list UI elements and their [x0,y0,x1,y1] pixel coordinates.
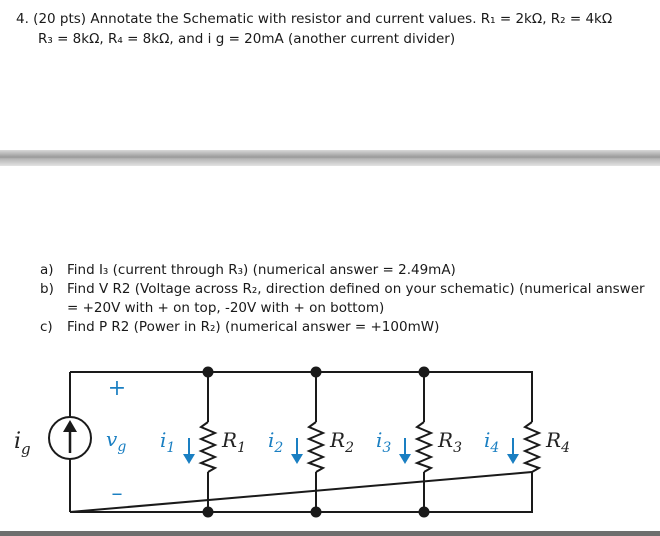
arrow-down-icon [507,454,519,464]
resistor-r1-zigzag [201,422,215,472]
current-label-main: i [160,428,167,452]
problem-line-1: 4. (20 pts) Annotate the Schematic with resistor and current values. R₁ = 2kΩ, R₂ = 4kΩ [16,11,613,27]
current-label-i3 [376,428,391,456]
question-label: b) [40,281,54,297]
arrow-down-icon [291,454,303,464]
outer-loop-wire [70,372,532,512]
current-label-main: i [268,428,275,452]
resistor-label-subscript: 2 [345,440,354,456]
question-b [40,280,645,318]
circuit-schematic [0,352,660,530]
current-label-main: i [376,428,383,452]
junction-dot [311,367,322,378]
junction-dot [419,507,430,518]
current-label-main: i [484,428,491,452]
section-divider [0,150,660,166]
resistor-label-r4 [545,428,570,456]
question-a [40,261,640,280]
source-label-main: i [14,429,22,454]
current-label-subscript: 3 [382,440,392,456]
current-label-subscript: 1 [166,440,176,456]
voltage-label [106,427,126,455]
junction-dot [203,507,214,518]
current-label-subscript: 4 [490,440,500,456]
current-source [49,417,91,459]
resistor-label-subscript: 1 [237,440,246,456]
question-list [40,261,645,337]
question-label: c) [40,319,53,335]
junction-dot [203,367,214,378]
source-label [14,429,31,458]
resistor-label-r2 [329,428,354,456]
arrow-down-icon [399,454,411,464]
question-continuation: = +20V with + on top, -20V with + on bottom) [67,300,385,316]
arrow-down-icon [183,454,195,464]
current-label-i2 [268,428,283,456]
question-text: Find I₃ (current through R₃) (numerical answer = 2.49mA) [67,262,456,278]
bottom-border [0,531,660,536]
resistor-label-r1 [221,428,246,456]
problem-line-2: R₃ = 8kΩ, R₄ = 8kΩ, and i g = 20mA (another current divider) [38,31,456,47]
junction-dot [311,507,322,518]
resistor-r4-zigzag [525,422,539,472]
current-label-subscript: 2 [274,440,284,456]
circuit-labels [14,376,570,506]
current-label-i4 [484,428,499,456]
resistor-label-subscript: 4 [561,440,570,456]
circuit-wires [70,372,532,512]
resistor-label-main: R [222,428,238,452]
resistor-r2-zigzag [309,422,323,472]
question-text: Find V R2 (Voltage across R₂, direction defined on your schematic) (numerical answer [67,281,645,297]
junction-dot [419,367,430,378]
question-text: Find P R2 (Power in R₂) (numerical answer = +100mW) [67,319,440,335]
question-label: a) [40,262,54,278]
resistor-r3-zigzag [417,422,431,472]
resistor-label-main: R [330,428,346,452]
resistor-label-main: R [438,428,454,452]
voltage-label-main: v [106,427,118,451]
question-c [40,318,640,337]
resistor-label-main: R [546,428,562,452]
minus-sign: – [111,481,123,506]
plus-sign: + [107,376,127,401]
resistor-label-r3 [437,428,462,456]
current-label-i1 [160,428,175,456]
source-label-subscript: g [21,440,31,458]
voltage-label-subscript: g [117,439,127,455]
resistor-label-subscript: 3 [453,440,462,456]
